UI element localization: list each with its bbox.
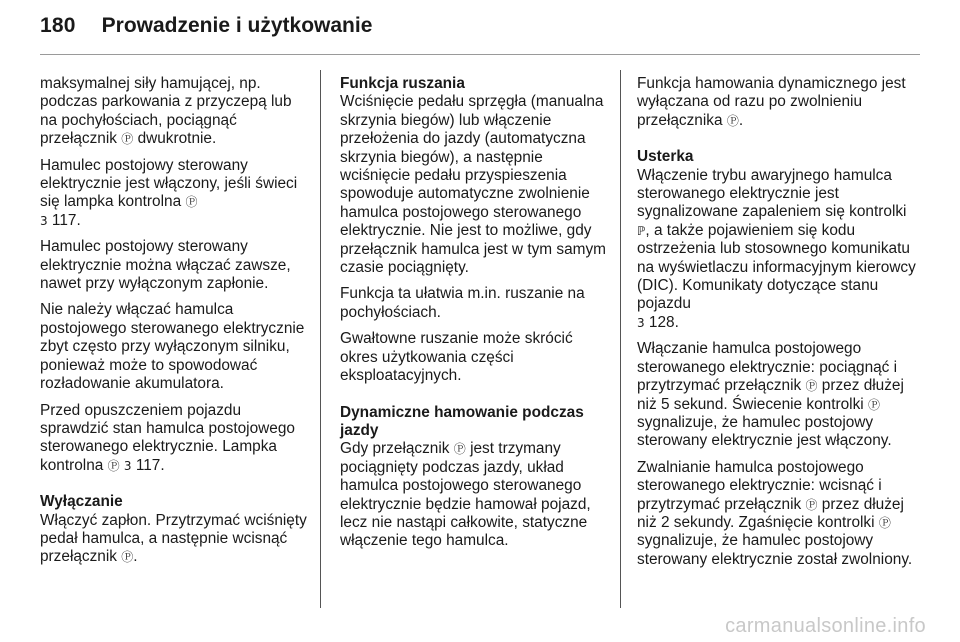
column-2 xyxy=(340,75,612,559)
paragraph: Wciśnięcie pedału sprzęgła (manualna skrzynia biegów) lub włączenie przełożenia do jazdy (automatyczna skrzynia biegów), a następnie wciśnięcie pedału przyspieszenia spowoduje automatyczne zwolnienie hamulca postojowego sterowanego elektrycznie. Nie jest to możliwe, gdy przełącznik hamulca jest w tym samym czasie pociągnięty. xyxy=(340,93,606,277)
paragraph: Włączenie trybu awaryjnego hamulca sterowanego elektrycznie jest sygnalizowane zapaleniem się kontrolki ℙ, a także pojawieniem się kodu ostrzeżenia lub stosownego komunikatu na wyświetlaczu informacyjnym kierowcy (DIC). Komunikaty dotyczące stanu pojazdu 3 128. xyxy=(637,166,916,331)
section-heading-funkcja-ruszania: Funkcja ruszania xyxy=(340,75,465,92)
column-1 xyxy=(40,75,312,575)
column-3 xyxy=(637,75,917,577)
paragraph: Funkcja hamowania dynamicznego jest wyłączana od razu po zwolnieniu przełącznika Ⓟ. xyxy=(637,75,906,129)
column-divider-1 xyxy=(320,70,321,608)
brake-warning-lamp-icon: Ⓟ xyxy=(107,458,120,473)
brake-warning-lamp-icon: Ⓟ xyxy=(185,195,198,210)
section-heading-wylaczanie: Wyłączanie xyxy=(40,493,123,511)
paragraph: Przed opuszczeniem pojazdu sprawdzić stan hamulca postojowego sterowanego elektrycznie. Lampka kontrolna Ⓟ 3 117. xyxy=(40,401,295,474)
brake-warning-lamp-icon: Ⓟ xyxy=(868,397,881,412)
section-heading-dynamiczne-hamowanie: Dynamiczne hamowanie podczas jazdy xyxy=(340,403,584,439)
page-title: Prowadzenie i użytkowanie xyxy=(101,14,373,37)
paragraph: Włączyć zapłon. Przytrzymać wciśnięty pedał hamulca, a następnie wcisnąć przełącznik Ⓟ. xyxy=(40,511,307,566)
paragraph: maksymalnej siły hamującej, np. podczas parkowania z przyczepą lub na pochyłościach, pociągnąć przełącznik Ⓟ dwukrotnie. xyxy=(40,75,292,148)
page-reference[interactable]: 117. xyxy=(51,211,81,229)
brake-switch-icon: Ⓟ xyxy=(726,113,739,128)
watermark: carmanualsonline.info xyxy=(725,615,926,637)
brake-switch-icon: Ⓟ xyxy=(121,132,134,147)
brake-switch-icon: Ⓟ xyxy=(805,497,818,512)
page-number: 180 xyxy=(40,14,76,37)
paragraph: Hamulec postojowy sterowany elektrycznie można włączać zawsze, nawet przy wyłączonym zapłonie. xyxy=(40,238,291,293)
brake-switch-icon: Ⓟ xyxy=(121,550,134,565)
page-reference[interactable]: 117. xyxy=(135,456,165,474)
page-reference-arrow-icon: 3 xyxy=(637,315,645,330)
paragraph: Włączanie hamulca postojowego sterowanego elektrycznie: pociągnąć i przytrzymać przełącznik Ⓟ przez dłużej niż 5 sekund. Świecenie kontrolki Ⓟ sygnalizuje, że hamulec postojowy sterowany elektrycznie jest włączony. xyxy=(637,340,904,450)
page-reference[interactable]: 128. xyxy=(648,313,679,331)
brake-switch-icon: Ⓟ xyxy=(453,442,466,457)
page-reference-arrow-icon: 3 xyxy=(40,213,48,228)
paragraph: Hamulec postojowy sterowany elektrycznie jest włączony, jeśli świeci się lampka kontrolna Ⓟ 3 117. xyxy=(40,156,298,229)
paragraph: Nie należy włączać hamulca postojowego sterowanego elektrycznie zbyt często przy wyłączonym silniku, ponieważ może to spowodować rozładowanie akumulatora. xyxy=(40,301,305,393)
page-reference-arrow-icon: 3 xyxy=(123,458,132,473)
header-rule xyxy=(40,54,920,55)
brake-warning-lamp-icon: Ⓟ xyxy=(878,515,891,530)
service-warning-icon: ℙ xyxy=(637,223,646,238)
paragraph: Zwalnianie hamulca postojowego sterowanego elektrycznie: wcisnąć i przytrzymać przełącznik Ⓟ przez dłużej niż 2 sekundy. Zgaśnięcie kontrolki Ⓟ sygnalizuje, że hamulec postojowy sterowany elektrycznie został zwolniony. xyxy=(637,458,913,568)
paragraph: Gdy przełącznik Ⓟ jest trzymany pociągnięty podczas jazdy, układ hamulca postojowego sterowanego elektrycznie będzie hamował pojazd, lecz nie nastąpi całkowite, statyczne włączenie tego hamulca. xyxy=(340,440,591,550)
brake-switch-icon: Ⓟ xyxy=(805,379,818,394)
column-divider-2 xyxy=(620,70,621,608)
page-header xyxy=(40,14,372,54)
paragraph: Funkcja ta ułatwia m.in. ruszanie na pochyłościach. xyxy=(340,285,585,321)
section-heading-usterka: Usterka xyxy=(637,148,694,166)
paragraph: Gwałtowne ruszanie może skrócić okres użytkowania części eksploatacyjnych. xyxy=(340,330,573,385)
